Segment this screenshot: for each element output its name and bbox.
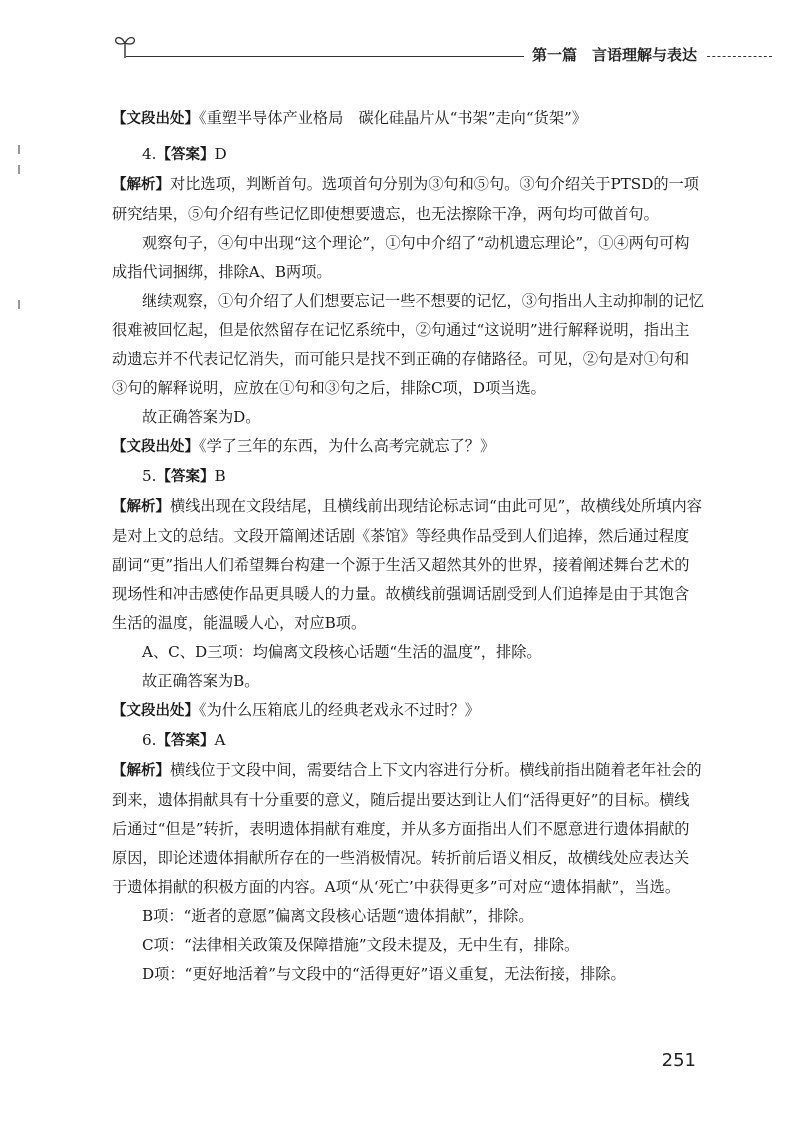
q4-number: 4. [142,145,157,163]
q4-answer: D [214,145,227,163]
q5-paragraph-2: A、C、D三项：均偏离文段核心话题“生活的温度”，排除。 [142,643,542,661]
page-body [112,104,704,989]
q4-answer-line [112,140,704,170]
q6-number: 6. [142,731,157,749]
q3-source-line [112,104,704,134]
analysis-tag: 【解析】 [112,177,170,193]
margin-mark [18,145,20,154]
q4-paragraph-3: 继续观察，①句介绍了人们想要忘记一些不想要的记忆，③句指出人主动抑制的记忆很难被回忆起，但是依然留存在记忆系统中，②句通过“这说明”进行解释说明，指出主动遗忘并不代表记忆消失，而可能只是找不到正确的存储路径。可见，②句是对①句和③句的解释说明，应放在①句和③句之后，排除C项，D项当选。 [112,292,704,397]
running-header [112,32,772,72]
margin-mark [18,300,20,309]
header-rule-right [702,56,772,57]
q6-answer: A [214,731,226,749]
q4-analysis-text: 对比选项，判断首句。选项首句分别为③句和⑤句。③句介绍关于PTSD的一项研究结果，⑤句介绍有些记忆即使想要遗忘，也无法擦除干净，两句均可做首句。 [112,175,699,223]
q5-answer-line [112,462,704,492]
q6-option-c: C项：“法律相关政策及保障措施”文段未提及，无中生有，排除。 [142,936,580,954]
page-number: 251 [661,1050,696,1071]
q5-source-line [112,696,704,726]
q4-source-line [112,432,704,462]
q5-conclusion: 故正确答案为B。 [142,672,260,690]
source-tag: 【文段出处】 [112,703,199,719]
q6-option-d: D项：“更好地活着”与文段中的“活得更好”语义重复，无法衔接，排除。 [142,965,626,983]
analysis-tag: 【解析】 [112,499,170,515]
answer-tag: 【答案】 [156,147,215,163]
chapter-title: 第一篇 言语理解与表达 [524,44,705,65]
q6-answer-line [112,726,704,756]
q5-source-text: 《为什么压箱底儿的经典老戏永不过时？》 [199,701,480,719]
source-tag: 【文段出处】 [112,439,199,455]
q5-number: 5. [142,467,157,485]
analysis-tag: 【解析】 [112,763,170,779]
q3-source-text: 《重塑半导体产业格局 碳化硅晶片从“书架”走向“货架”》 [199,109,587,127]
q4-conclusion: 故正确答案为D。 [142,408,261,426]
q5-analysis-text: 横线出现在文段结尾，且横线前出现结论标志词“由此可见”，故横线处所填内容是对上文的总结。文段开篇阐述话剧《茶馆》等经典作品受到人们追捧，然后通过程度副词“更”指出人们希望舞台构建一个源于生活又超然其外的世界，接着阐述舞台艺术的现场性和冲击感使作品更具暖人的力量。故横线前强调话剧受到人们追捧是由于其饱含生活的温度，能温暖人心，对应B项。 [112,497,702,632]
q4-analysis [112,170,704,229]
margin-mark [18,165,20,174]
source-tag: 【文段出处】 [112,111,199,127]
q5-analysis [112,492,704,638]
q4-source-text: 《学了三年的东西，为什么高考完就忘了？》 [199,437,496,455]
answer-tag: 【答案】 [156,469,215,485]
q6-analysis-text: 横线位于文段中间，需要结合上下文内容进行分析。横线前指出随着老年社会的到来，遗体捐献具有十分重要的意义，随后提出要达到让人们“活得更好”的目标。横线后通过“但是”转折，表明遗体捐献有难度，并从多方面指出人们不愿意进行遗体捐献的原因，即论述遗体捐献所存在的一些消极情况。转折前后语义相反，故横线处应表达关于遗体捐献的积极方面的内容。A项“从‘死亡’中获得更多”可对应“遗体捐献”，当选。 [112,761,702,896]
q4-paragraph-2: 观察句子，④句中出现“这个理论”，①句中介绍了“动机遗忘理论”，①④两句可构成指代词捆绑，排除A、B两项。 [112,234,690,281]
answer-tag: 【答案】 [156,733,215,749]
q5-answer: B [214,467,226,485]
q6-option-b: B项：“逝者的意愿”偏离文段核心话题“遗体捐献”，排除。 [142,907,534,925]
q6-analysis [112,756,704,902]
